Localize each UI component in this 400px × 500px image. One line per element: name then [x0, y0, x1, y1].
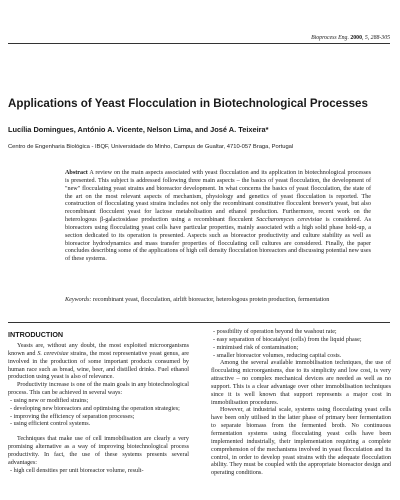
intro-list-advantages-cont [211, 329, 391, 360]
author-list: Lucília Domingues, António A. Vicente, Nelson Lima, and José A. Teixeira* [8, 125, 269, 134]
intro-species: S. cerevisiae [37, 350, 69, 357]
list-item: - developing new bioreactors and optimising the operation strategies; [10, 405, 180, 412]
journal-year: 2000 [350, 35, 362, 41]
keywords [65, 297, 371, 305]
header-rule [8, 43, 390, 44]
body-column-left [8, 329, 189, 476]
list-item: - high cell densities per unit bioreactor volume, result- [10, 467, 144, 474]
intro-paragraph-1: Yeasts are, without any doubt, the most exploited microorganisms known and S. cerevisiae strains, the most representative yeast genus, are involved in the production of some important products consumed by human race such as bread, wine, beer, and distilled drinks. Fuel ethanol production using yeast is also of relevance. [8, 343, 189, 381]
intro-list-advantages-start [8, 468, 189, 476]
paper-title: Applications of Yeast Flocculation in Biotechnological Processes [8, 97, 368, 110]
keywords-text: recombinant yeast, flocculation, airlift bioreactor, heterologous protein production, fermentation [91, 297, 330, 303]
intro-paragraph-5: However, at industrial scale, systems using flocculating yeast cells have been only utilised in the latter phase of primary beer fermentation to separate biomass from the fermented broth. No continuous fermentation systems using flocculating yeast cells have been implemented industrially, their implementation requiring a complete comprehension of the mechanisms involved in yeast flocculation and its control, in order to develop yeast strains with the adequate flocculation ability. They must be coupled with the appropriate bioreactor design and operating conditions. [211, 407, 391, 477]
intro-list-productivity [8, 398, 189, 429]
author-affiliation: Centro de Engenharia Biológica - IBQF, Universidade do Minho, Campus de Gualtar, 4710-057 Braga, Portugal [8, 144, 294, 150]
journal-pages: 5, 288-305 [364, 35, 390, 41]
section-heading-introduction: INTRODUCTION [8, 330, 64, 339]
abstract-label: Abstract [65, 170, 88, 176]
list-item: - easy separation of biocatalyst (cells) from the liquid phase; [213, 336, 362, 343]
abstract-text-2: is considered. As bioreactors using flocculating yeast cells have particular properties, mainly associated with a high solid phase hold-up, a section dedicated to its operation is presented. Aspects such as bioreactor productivity and culture stability as well as bioreactor hydrodynamics and mass transfer properties of flocculating cell cultures are considered. Finally, the paper concludes describing some of the applications of high cell density flocculation bioreactors and discussing potential new uses of these systems. [65, 217, 371, 263]
abstract-text-1: A review on the main aspects associated with yeast flocculation and its application in biotechnological processes is presented. This subject is addressed following three main aspects – the basics of yeast flocculation, the development of "new" flocculating yeast strains and bioreactor development. In what concerns the basics of yeast flocculation, the state of the art on the most relevant aspects of mechanism, physiology and genetics of yeast flocculation is reported. The construction of flocculating yeast strains includes not only the recombinant constitutive flocculent brewer's yeast, but also recombinant flocculent yeast for lactose metabolisation and ethanol production. Furthermore, recent work on the heterologous β-galactosidase production using a recombinant flocculent [65, 170, 371, 224]
list-item: - improving the efficiency of separation processes; [10, 413, 135, 420]
intro-paragraph-2: Productivity increase is one of the main goals in any biotechnological process. This can be achieved in several ways: [8, 382, 189, 397]
abstract-species: Saccharomyces cerevisiae [256, 217, 323, 224]
section-rule [8, 322, 390, 323]
journal-name: Bioprocess Eng. [311, 35, 349, 41]
journal-citation: Bioprocess Eng. 2000, 5, 288-305 [311, 35, 390, 41]
intro-paragraph-3: Techniques that make use of cell immobilisation are clearly a very promising alternative as a way of improving biotechnological process productivity. In fact, the use of these systems presents several advantages: [8, 436, 189, 466]
list-item: - using efficient control systems. [10, 421, 91, 428]
abstract [65, 170, 371, 264]
keywords-label: Keywords: [65, 297, 92, 303]
list-item: - smaller bioreactor volumes, reducing capital costs. [213, 352, 342, 359]
list-item: - possibility of operation beyond the washout rate; [213, 329, 337, 335]
list-item: - minimised risk of contamination; [213, 344, 299, 351]
body-column-right [211, 329, 391, 478]
intro-paragraph-4: Among the several available immobilisation techniques, the use of flocculating microorganisms, due to its simplicity and low cost, is very attractive – no complex mechanical devices are needed as well as no support. This is a clear advantage over other immobilisation techniques since it is well known that support represents a major cost in immobilisation procedures. [211, 360, 391, 406]
list-item: - using new or modified strains; [10, 397, 89, 404]
